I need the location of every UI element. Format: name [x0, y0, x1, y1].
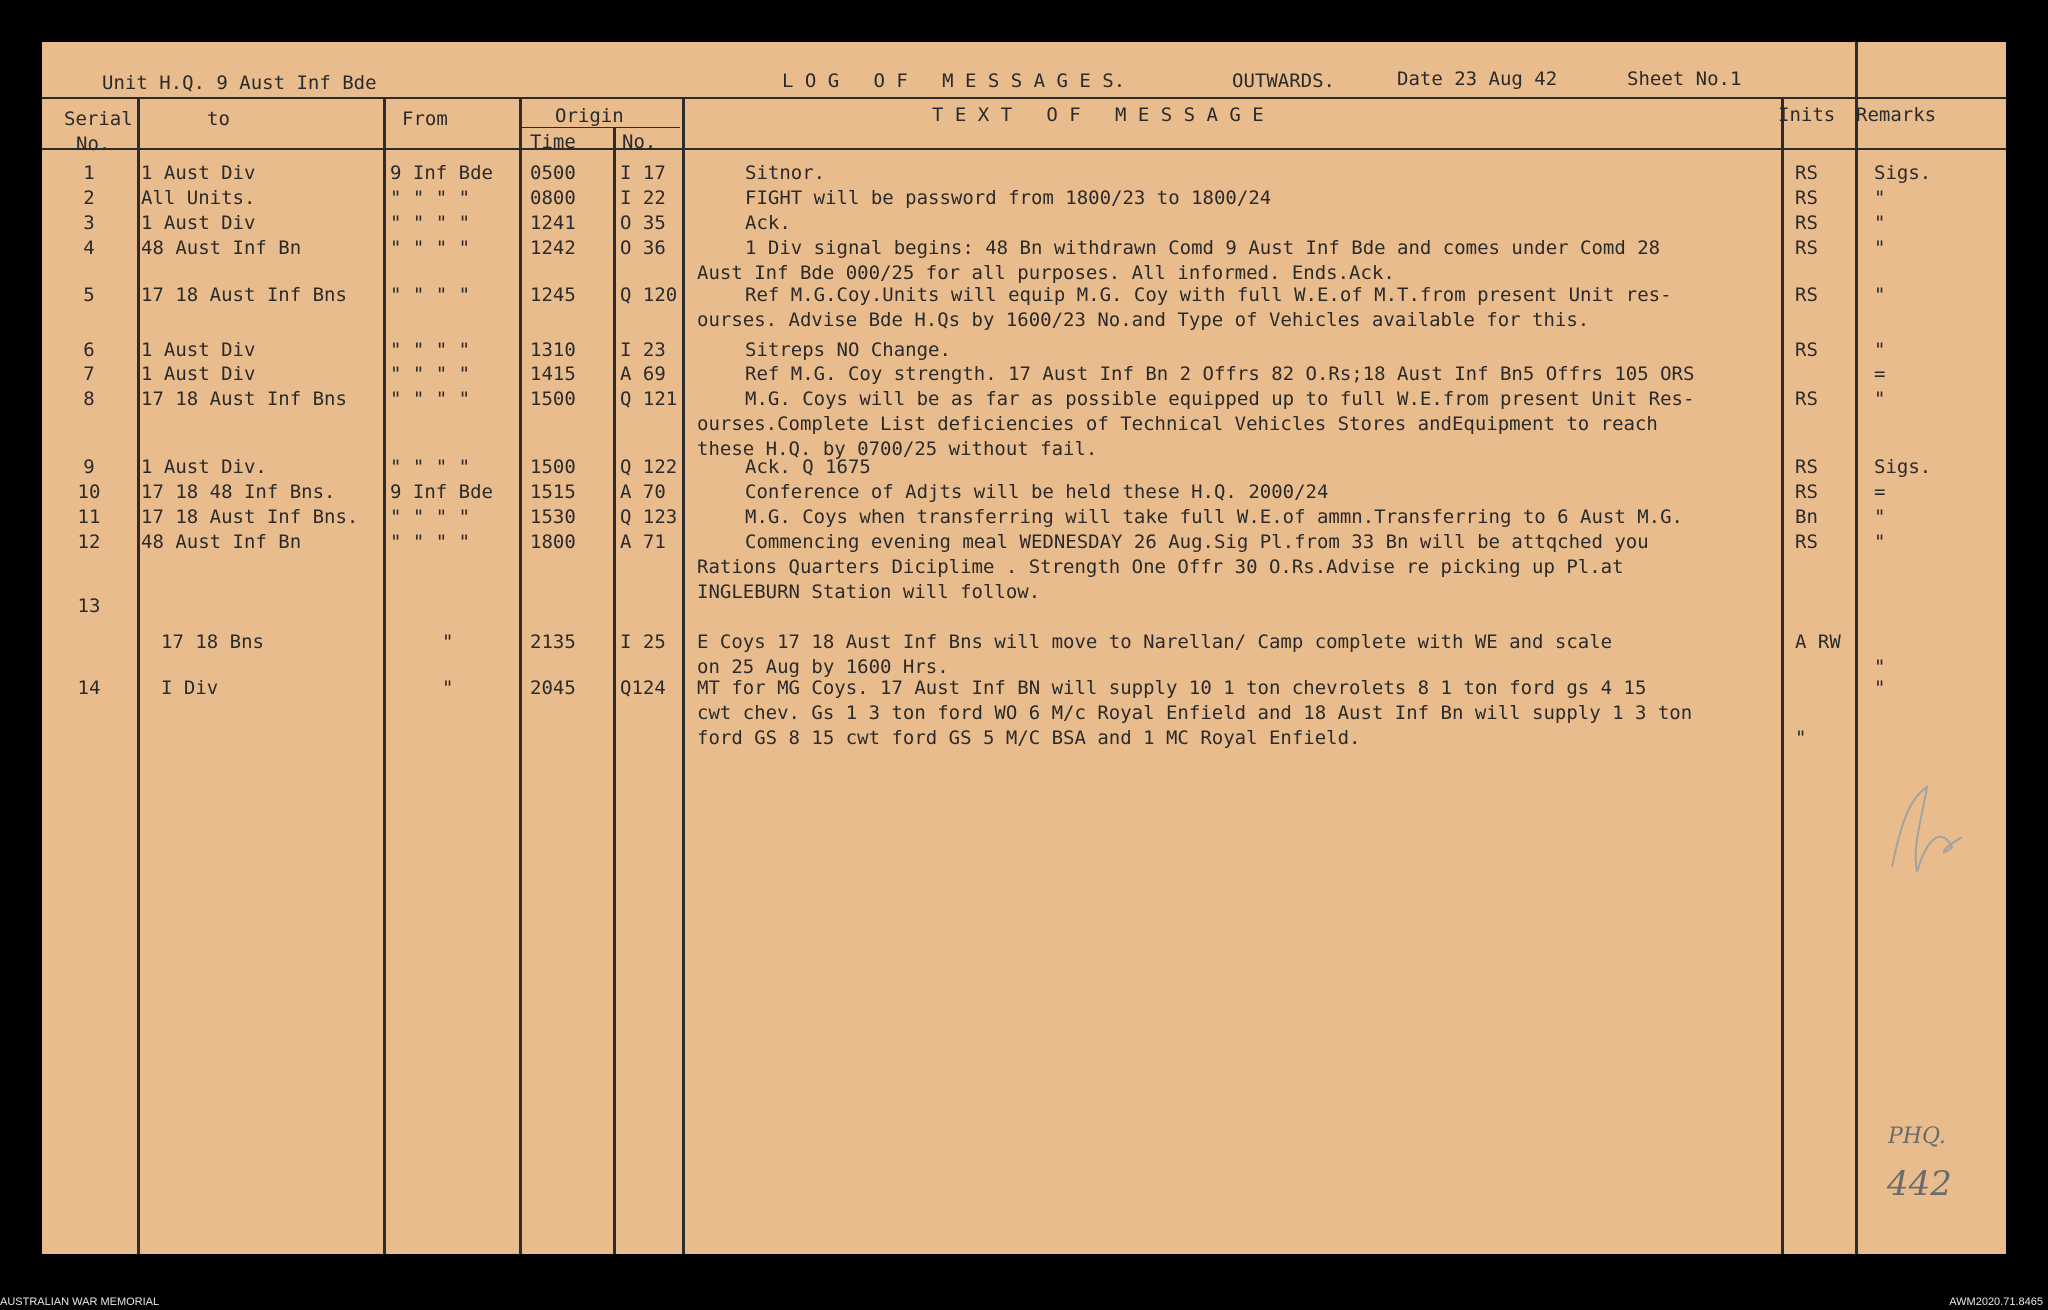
row-text-line: ford GS 8 15 cwt ford GS 5 M/C BSA and 1 MC Royal Enfield.	[697, 727, 1361, 749]
row-inits: RS	[1795, 456, 1818, 478]
row-serial: 9	[83, 456, 95, 478]
row-text-line: Ref M.G. Coy strength. 17 Aust Inf Bn 2 Offrs 82 O.Rs;18 Aust Inf Bn5 Offrs 105 ORS	[745, 363, 1695, 385]
col-head-serial-no: No.	[76, 133, 111, 155]
row-origin-no: A 69	[620, 363, 666, 385]
row-origin-time: 0800	[530, 187, 576, 209]
row-to: 17 18 Aust Inf Bns	[141, 284, 347, 306]
row-inits: RS	[1795, 237, 1818, 259]
col-head-no: No.	[622, 131, 657, 153]
row-to: 1 Aust Div.	[141, 456, 267, 478]
row-serial: 8	[83, 388, 95, 410]
row-origin-time: 0500	[530, 162, 576, 184]
row-remarks: "	[1874, 677, 1886, 699]
row-text-line: Ack. Q 1675	[745, 456, 871, 478]
row-text-line: ourses. Advise Bde H.Qs by 1600/23 No.and Type of Vehicles available for this.	[697, 309, 1590, 331]
row-origin-time: 1500	[530, 456, 576, 478]
unit-label: Unit H.Q. 9 Aust Inf Bde	[102, 72, 377, 94]
row-origin-time: 1515	[530, 481, 576, 503]
row-inits: RS	[1795, 481, 1818, 503]
row-text-line: Conference of Adjts will be held these H.Q. 2000/24	[745, 481, 1329, 503]
row-origin-no: Q 123	[620, 506, 678, 528]
row-remarks: "	[1874, 284, 1886, 306]
row-from: " " " "	[390, 212, 471, 234]
row-remarks: =	[1874, 363, 1886, 385]
row-origin-no: O 36	[620, 237, 666, 259]
row-to: 17 18 48 Inf Bns.	[141, 481, 336, 503]
row-text-line: E Coys 17 18 Aust Inf Bns will move to Narellan/ Camp complete with WE and scale	[697, 631, 1613, 653]
col-head-origin: Origin	[555, 105, 624, 127]
row-origin-time: 1245	[530, 284, 576, 306]
row-origin-no: Q 121	[620, 388, 678, 410]
row-remarks: "	[1874, 388, 1886, 410]
origin-rule	[520, 127, 680, 128]
row-to: 1 Aust Div	[141, 363, 256, 385]
row-text-line: MT for MG Coys. 17 Aust Inf BN will supply 10 1 ton chevrolets 8 1 ton ford gs 4 15	[697, 677, 1647, 699]
row-origin-time: 1500	[530, 388, 576, 410]
row-remarks: "	[1874, 237, 1886, 259]
row-serial: 10	[77, 481, 101, 503]
row-to: 17 18 Bns	[161, 631, 264, 653]
row-to: 48 Aust Inf Bn	[141, 237, 302, 259]
row-text-line: Sitnor.	[745, 162, 826, 184]
row-to: 48 Aust Inf Bn	[141, 531, 302, 553]
row-serial: 13	[77, 595, 101, 617]
row-text-line: Ack.	[745, 212, 791, 234]
row-remarks: "	[1874, 212, 1886, 234]
row-text-line: Rations Quarters Diciplime . Strength One Offr 30 O.Rs.Advise re picking up Pl.at	[697, 556, 1624, 578]
row-origin-time: 2045	[530, 677, 576, 699]
row-from: " " " "	[390, 388, 471, 410]
row-origin-no: Q124	[620, 677, 666, 699]
row-origin-time: 1415	[530, 363, 576, 385]
row-origin-no: Q 120	[620, 284, 678, 306]
row-to: 1 Aust Div	[141, 212, 256, 234]
row-text-line: cwt chev. Gs 1 3 ton ford WO 6 M/c Royal Enfield and 18 Aust Inf Bn will supply 1 3 ton	[697, 702, 1693, 724]
row-text-line: FIGHT will be password from 1800/23 to 1800/24	[745, 187, 1272, 209]
row-remarks: "	[1874, 656, 1886, 678]
row-origin-time: 1241	[530, 212, 576, 234]
col-head-inits: Inits	[1778, 104, 1836, 126]
signature-scribble	[1882, 777, 1972, 887]
row-to: 1 Aust Div	[141, 162, 256, 184]
row-origin-time: 1530	[530, 506, 576, 528]
row-from: "	[442, 631, 454, 653]
row-text-line: these H.Q. by 0700/25 without fail.	[697, 438, 1098, 460]
log-title: L O G O F M E S S A G E S.	[782, 70, 1126, 92]
row-inits: RS	[1795, 162, 1818, 184]
row-serial: 12	[77, 531, 101, 553]
archive-reference: AWM2020.71.8465	[1949, 1296, 2043, 1308]
archive-credit: AUSTRALIAN WAR MEMORIAL	[0, 1296, 160, 1308]
row-remarks: =	[1874, 481, 1886, 503]
row-inits: RS	[1795, 284, 1818, 306]
handwritten-mark: PHQ.	[1888, 1124, 1946, 1149]
col-head-time: Time	[530, 131, 576, 153]
col-head-serial: Serial	[64, 108, 133, 130]
row-from: 9 Inf Bde	[390, 162, 493, 184]
row-remarks: Sigs.	[1874, 162, 1932, 184]
row-from: 9 Inf Bde	[390, 481, 493, 503]
row-inits: "	[1795, 727, 1807, 749]
col-line-to	[383, 97, 386, 1254]
row-remarks: "	[1874, 187, 1886, 209]
row-text-line: Commencing evening meal WEDNESDAY 26 Aug.Sig Pl.from 33 Bn will be attqched you	[745, 531, 1649, 553]
row-inits: RS	[1795, 339, 1818, 361]
row-to: I Div	[161, 677, 219, 699]
row-inits: A RW	[1795, 631, 1841, 653]
row-from: " " " "	[390, 237, 471, 259]
row-inits: RS	[1795, 388, 1818, 410]
row-serial: 1	[83, 162, 95, 184]
row-remarks: Sigs.	[1874, 456, 1932, 478]
col-line-time	[613, 127, 616, 1254]
header-rule-top	[42, 97, 2006, 99]
row-origin-no: Q 122	[620, 456, 678, 478]
row-to: 1 Aust Div	[141, 339, 256, 361]
col-head-remarks: Remarks	[1856, 104, 1937, 126]
row-text-line: 1 Div signal begins: 48 Bn withdrawn Comd 9 Aust Inf Bde and comes under Comd 28	[745, 237, 1661, 259]
row-to: 17 18 Aust Inf Bns.	[141, 506, 359, 528]
row-to: All Units.	[141, 187, 256, 209]
row-text-line: INGLEBURN Station will follow.	[697, 581, 1041, 603]
col-line-inits	[1855, 42, 1858, 1254]
row-text-line: M.G. Coys will be as far as possible equipped up to full W.E.from present Unit Res-	[745, 388, 1695, 410]
handwritten-page-number: 442	[1887, 1164, 1952, 1204]
direction-label: OUTWARDS.	[1232, 70, 1335, 92]
row-origin-no: O 35	[620, 212, 666, 234]
row-from: " " " "	[390, 456, 471, 478]
row-origin-no: I 25	[620, 631, 666, 653]
row-remarks: "	[1874, 339, 1886, 361]
row-origin-time: 1310	[530, 339, 576, 361]
row-from: " " " "	[390, 187, 471, 209]
row-inits: RS	[1795, 212, 1818, 234]
row-origin-time: 1242	[530, 237, 576, 259]
row-serial: 5	[83, 284, 95, 306]
row-from: " " " "	[390, 531, 471, 553]
col-line-text	[1781, 97, 1784, 1254]
col-line-from	[519, 97, 522, 1254]
row-origin-no: A 71	[620, 531, 666, 553]
row-origin-no: I 22	[620, 187, 666, 209]
row-text-line: Sitreps NO Change.	[745, 339, 951, 361]
row-origin-no: I 23	[620, 339, 666, 361]
row-origin-time: 2135	[530, 631, 576, 653]
row-serial: 2	[83, 187, 95, 209]
row-text-line: on 25 Aug by 1600 Hrs.	[697, 656, 949, 678]
row-from: " " " "	[390, 339, 471, 361]
row-serial: 6	[83, 339, 95, 361]
row-to: 17 18 Aust Inf Bns	[141, 388, 347, 410]
row-text-line: Ref M.G.Coy.Units will equip M.G. Coy with full W.E.of M.T.from present Unit res-	[745, 284, 1672, 306]
row-from: "	[442, 677, 454, 699]
col-head-text: T E X T O F M E S S A G E	[932, 104, 1264, 126]
col-line-serial	[137, 97, 140, 1254]
row-origin-no: A 70	[620, 481, 666, 503]
row-remarks: "	[1874, 531, 1886, 553]
row-from: " " " "	[390, 506, 471, 528]
row-origin-no: I 17	[620, 162, 666, 184]
row-serial: 3	[83, 212, 95, 234]
row-serial: 4	[83, 237, 95, 259]
row-inits: RS	[1795, 187, 1818, 209]
row-remarks: "	[1874, 506, 1886, 528]
row-inits: RS	[1795, 531, 1818, 553]
row-serial: 7	[83, 363, 95, 385]
row-from: " " " "	[390, 363, 471, 385]
row-serial: 11	[77, 506, 101, 528]
row-text-line: ourses.Complete List deficiencies of Technical Vehicles Stores andEquipment to reach	[697, 413, 1658, 435]
row-serial: 14	[77, 677, 101, 699]
sheet-label: Sheet No.1	[1627, 68, 1742, 90]
col-line-no	[682, 97, 685, 1254]
row-text-line: Aust Inf Bde 000/25 for all purposes. All informed. Ends.Ack.	[697, 262, 1395, 284]
header-rule-bottom	[42, 148, 2006, 150]
col-head-to: to	[207, 108, 230, 130]
row-inits: Bn	[1795, 506, 1818, 528]
col-head-from: From	[402, 108, 448, 130]
date-label: Date 23 Aug 42	[1397, 68, 1558, 90]
log-sheet	[42, 42, 2006, 1254]
row-text-line: M.G. Coys when transferring will take full W.E.of ammn.Transferring to 6 Aust M.G.	[745, 506, 1683, 528]
row-origin-time: 1800	[530, 531, 576, 553]
row-from: " " " "	[390, 284, 471, 306]
